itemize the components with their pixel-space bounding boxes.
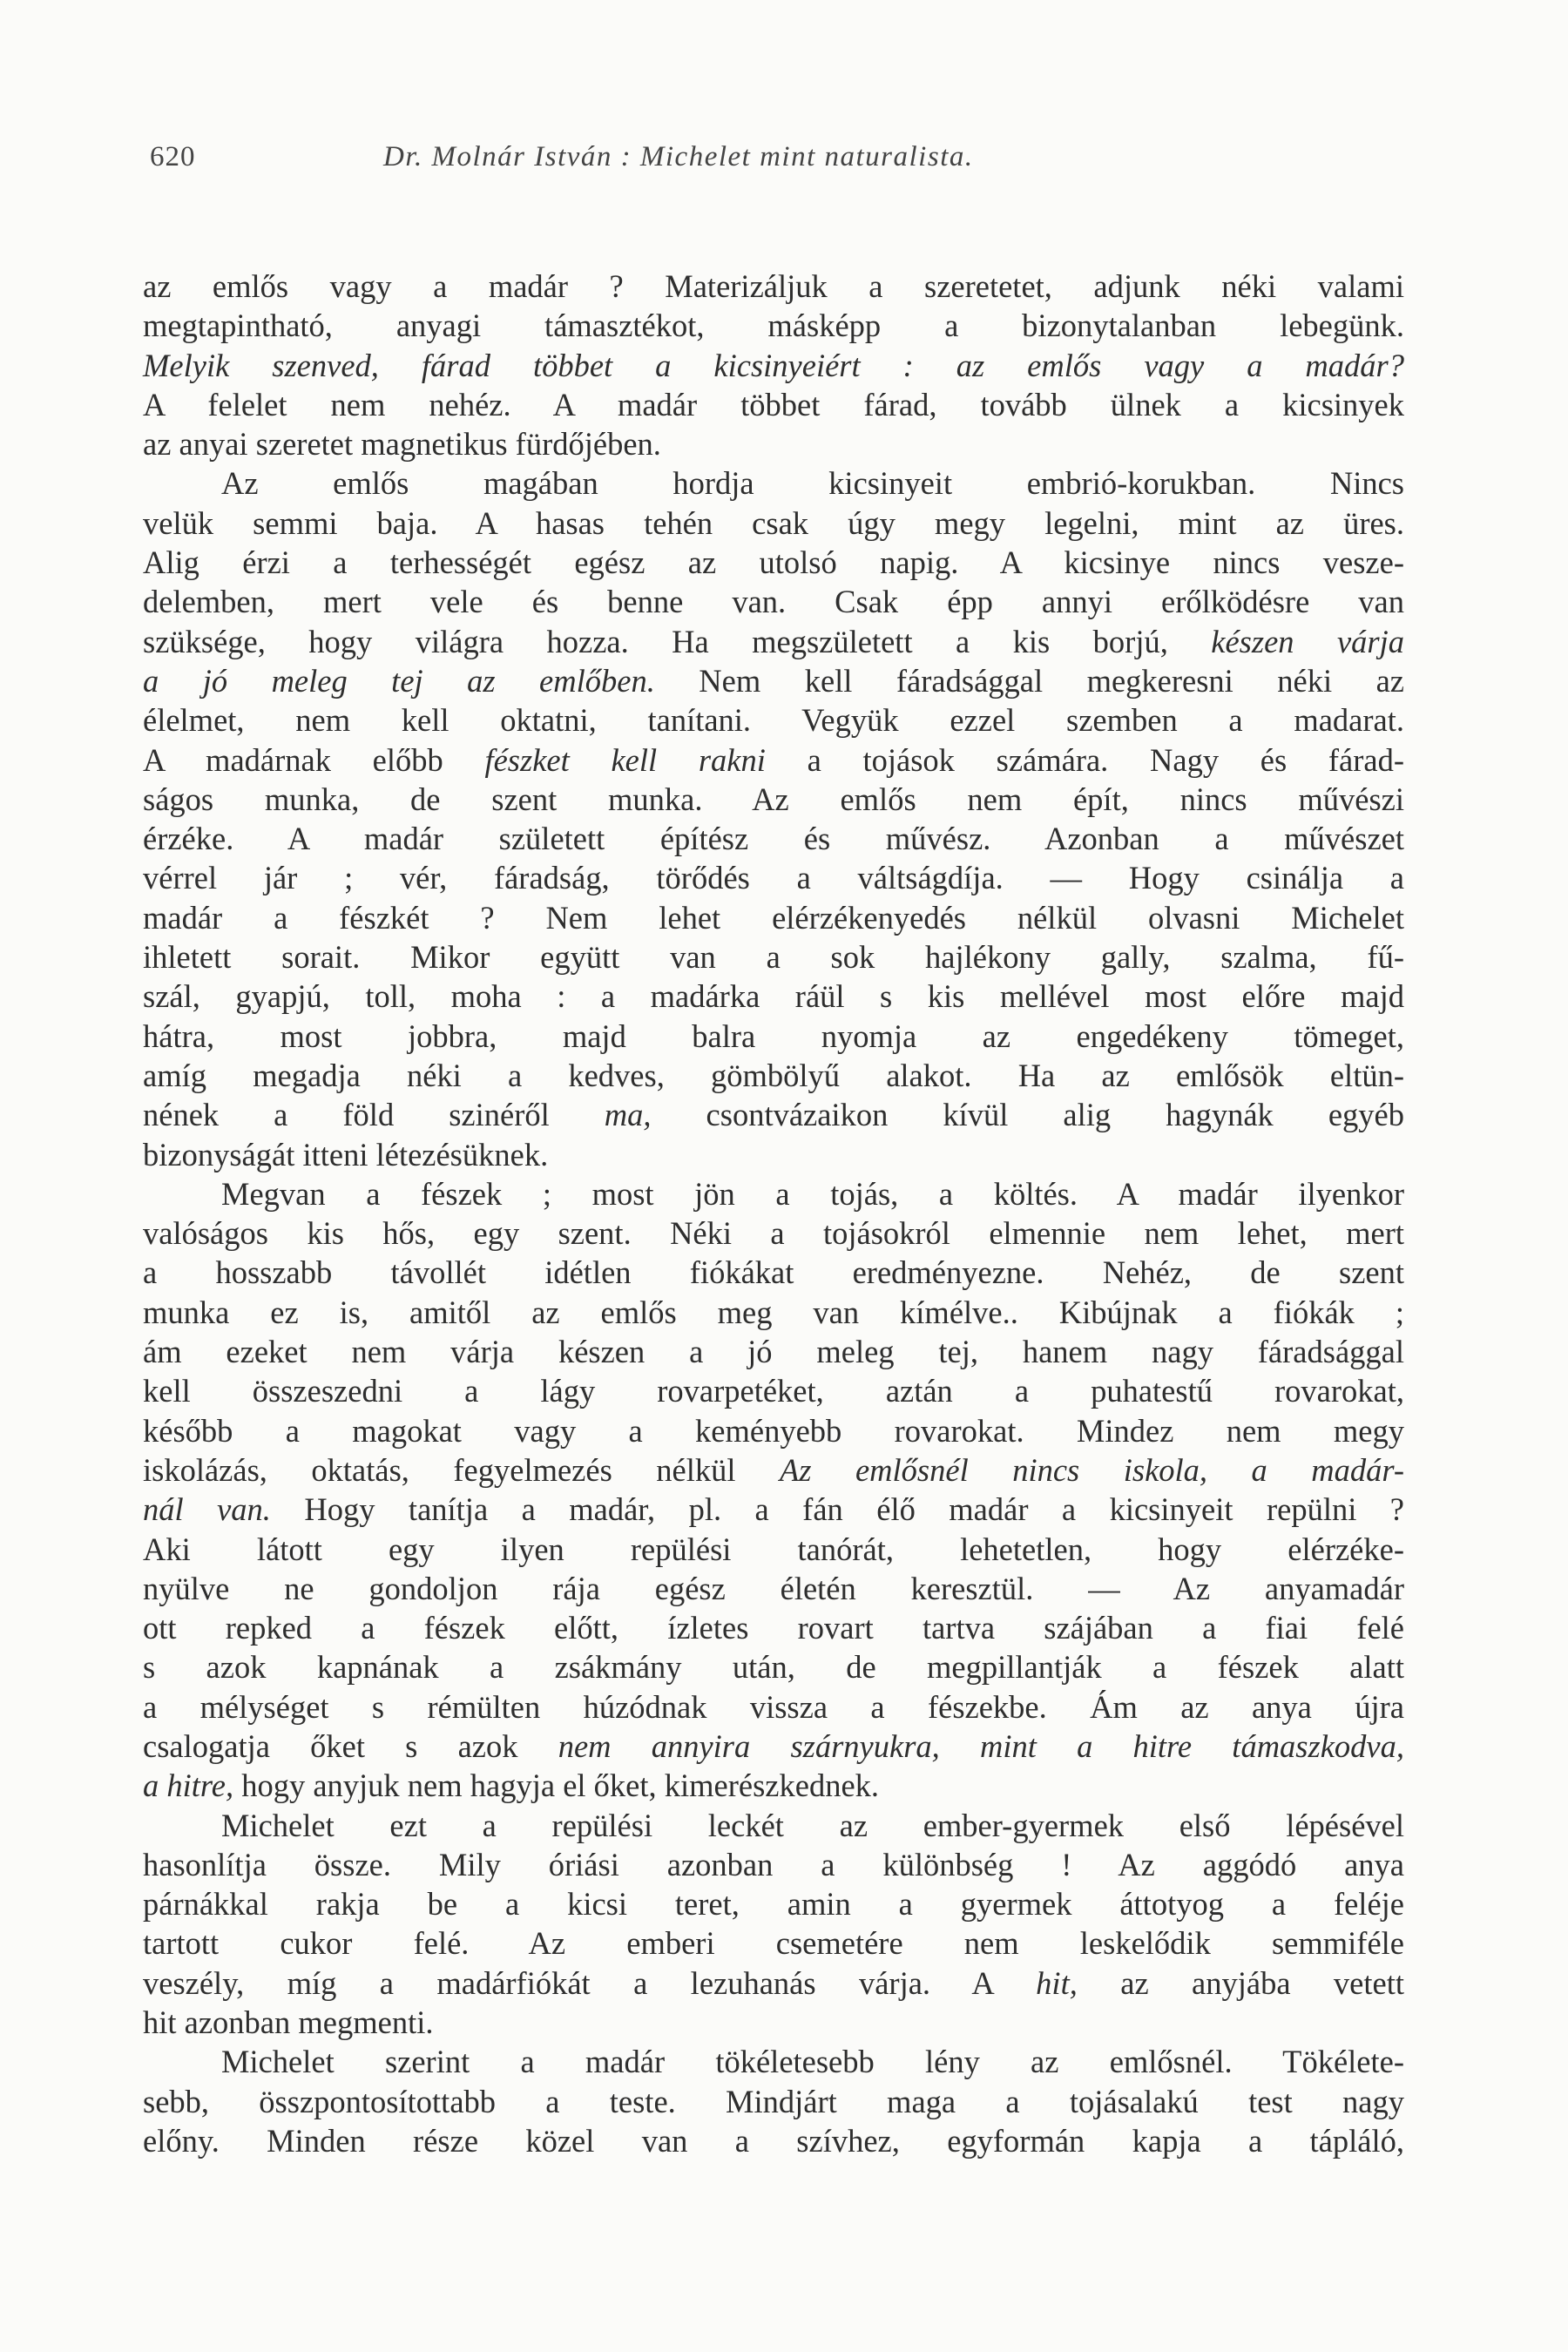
italic-text-run: a hitre, bbox=[143, 1767, 234, 1804]
text-line bbox=[143, 740, 1404, 780]
text-line bbox=[143, 1253, 1404, 1292]
text-run: megtapintható, anyagi támasztékot, másképp a bizonytalanban lebegünk. bbox=[143, 308, 1404, 344]
text-line bbox=[143, 1845, 1404, 1884]
text-run: ám ezeket nem várja készen a jó meleg tej, hanem nagy fáradsággal bbox=[143, 1334, 1404, 1370]
text-run: bizonyságát itteni létezésüknek. bbox=[143, 1136, 549, 1173]
italic-text-run: ma, bbox=[604, 1097, 652, 1133]
text-run: hogy anyjuk nem hagyja el őket, kimerészkednek. bbox=[233, 1767, 880, 1804]
text-run: Hogy tanítja a madár, pl. a fán élő madár a kicsinyeit repülni ? bbox=[270, 1491, 1404, 1528]
text-line bbox=[143, 1174, 1404, 1213]
text-line bbox=[143, 1490, 1404, 1529]
text-line bbox=[143, 1095, 1404, 1134]
text-run: élelmet, nem kell oktatni, tanítani. Vegyük ezzel szemben a madarat. bbox=[143, 702, 1404, 739]
text-run: ságos munka, de szent munka. Az emlős nem épít, nincs művészi bbox=[143, 781, 1404, 817]
text-line bbox=[143, 1963, 1404, 2003]
text-run: madár a fészkét ? Nem lehet elérzékenyedés nélkül olvasni Michelet bbox=[143, 899, 1404, 936]
text-line bbox=[143, 2003, 1404, 2042]
text-line bbox=[143, 1727, 1404, 1766]
text-line bbox=[143, 1569, 1404, 1608]
text-run: a hosszabb távollét idétlen fiókákat eredményezne. Nehéz, de szent bbox=[143, 1254, 1404, 1291]
text-run: csontvázaikon kívül alig hagynák egyéb bbox=[651, 1097, 1404, 1133]
text-line bbox=[143, 1450, 1404, 1490]
running-title: Dr. Molnár István : Michelet mint naturalista. bbox=[383, 141, 974, 172]
text-line bbox=[143, 1647, 1404, 1686]
text-run: s azok kapnának a zsákmány után, de megpillantják a fészek alatt bbox=[143, 1649, 1404, 1686]
italic-text-run: Az emlősnél nincs iskola, a madár- bbox=[780, 1451, 1405, 1488]
text-run: a tojások számára. Nagy és fárad- bbox=[765, 741, 1404, 778]
text-line bbox=[143, 661, 1404, 700]
text-run: az emlős vagy a madár ? Materizáljuk a szeretetet, adjunk néki valami bbox=[143, 268, 1404, 304]
text-line bbox=[143, 1056, 1404, 1095]
text-run: amíg megadja néki a kedves, gömbölyű alakot. Ha az emlősök eltün- bbox=[143, 1057, 1404, 1093]
text-run: az anyai szeretet magnetikus fürdőjében. bbox=[143, 426, 661, 463]
text-run: veszély, míg a madárfiókát a lezuhanás várja. A bbox=[143, 1964, 1037, 2001]
text-line bbox=[143, 622, 1404, 661]
italic-text-run: Melyik szenved, fárad többet a kicsinyeiért : az emlős vagy a madár? bbox=[143, 347, 1404, 383]
text-line bbox=[143, 1806, 1404, 1845]
text-run: párnákkal rakja be a kicsi teret, amin a gyermek áttotyog a feléje bbox=[143, 1886, 1404, 1923]
running-header bbox=[150, 135, 1404, 179]
italic-text-run: a jó meleg tej az emlőben. bbox=[143, 662, 655, 699]
text-line bbox=[143, 306, 1404, 345]
text-run: később a magokat vagy a keményebb rovarokat. Mindez nem megy bbox=[143, 1412, 1404, 1449]
text-line bbox=[143, 1371, 1404, 1410]
text-run: tartott cukor felé. Az emberi csemetére nem leskelődik semmiféle bbox=[143, 1925, 1404, 1962]
text-run: nének a föld szinéről bbox=[143, 1097, 605, 1133]
text-line bbox=[143, 504, 1404, 543]
italic-text-run: fészket kell rakni bbox=[484, 741, 766, 778]
text-line bbox=[143, 780, 1404, 819]
text-run: a mélységet s rémülten húzódnak vissza a fészekbe. Ám az anya újra bbox=[143, 1688, 1404, 1725]
text-run: A felelet nem nehéz. A madár többet fárad, tovább ülnek a kicsinyek bbox=[143, 386, 1404, 422]
italic-text-run: hit, bbox=[1036, 1964, 1078, 2001]
text-run: delemben, mert vele és benne van. Csak épp annyi erőlködésre van bbox=[143, 584, 1404, 620]
text-run: hasonlítja össze. Mily óriási azonban a különbség ! Az aggódó anya bbox=[143, 1846, 1404, 1882]
text-run: ihletett sorait. Mikor együtt van a sok hajlékony gally, szalma, fű- bbox=[143, 939, 1404, 976]
text-run: Alig érzi a terhességét egész az utolsó napig. A kicsinye nincs vesze- bbox=[143, 544, 1404, 581]
text-run: Aki látott egy ilyen repülési tanórát, lehetetlen, hogy elérzéke- bbox=[143, 1531, 1404, 1567]
text-run: ott repked a fészek előtt, ízletes rovart tartva szájában a fiai felé bbox=[143, 1610, 1404, 1646]
text-line bbox=[143, 1135, 1404, 1174]
text-run: nyülve ne gondoljon rája egész életén keresztül. — Az anyamadár bbox=[143, 1570, 1404, 1606]
text-run: velük semmi baja. A hasas tehén csak úgy megy legelni, mint az üres. bbox=[143, 504, 1404, 541]
text-run: vérrel jár ; vér, fáradság, törődés a váltságdíja. — Hogy csinálja a bbox=[143, 860, 1404, 896]
text-run: hátra, most jobbra, majd balra nyomja az engedékeny tömeget, bbox=[143, 1017, 1404, 1054]
text-line bbox=[143, 977, 1404, 1016]
text-line bbox=[143, 819, 1404, 858]
italic-text-run: nem annyira szárnyukra, mint a hitre támaszkodva, bbox=[558, 1727, 1404, 1764]
text-run: Nem kell fáradsággal megkeresni néki az bbox=[654, 662, 1404, 699]
text-line bbox=[143, 1293, 1404, 1332]
text-line bbox=[143, 1017, 1404, 1056]
text-line bbox=[143, 346, 1404, 385]
text-run: valóságos kis hős, egy szent. Néki a tojásokról elmennie nem lehet, mert bbox=[143, 1215, 1404, 1252]
text-line bbox=[143, 937, 1404, 977]
text-line bbox=[143, 2042, 1404, 2081]
text-line bbox=[143, 1923, 1404, 1963]
body-text bbox=[143, 267, 1404, 2160]
italic-text-run: készen várja bbox=[1211, 623, 1404, 659]
text-line bbox=[143, 1884, 1404, 1923]
text-run: hit azonban megmenti. bbox=[143, 2004, 434, 2041]
text-run: Michelet ezt a repülési leckét az ember-gyermek első lépésével bbox=[221, 1807, 1404, 1843]
text-run: kell összeszedni a lágy rovarpetéket, aztán a puhatestű rovarokat, bbox=[143, 1373, 1404, 1409]
text-run: előny. Minden része közel van a szívhez, egyformán kapja a tápláló, bbox=[143, 2122, 1404, 2159]
text-line bbox=[143, 543, 1404, 582]
text-line bbox=[143, 1608, 1404, 1647]
text-line bbox=[143, 2082, 1404, 2121]
text-line bbox=[143, 898, 1404, 937]
text-line bbox=[143, 700, 1404, 740]
text-line bbox=[143, 1332, 1404, 1371]
text-run: csalogatja őket s azok bbox=[143, 1727, 558, 1764]
text-line bbox=[143, 582, 1404, 621]
text-line bbox=[143, 385, 1404, 424]
text-line bbox=[143, 424, 1404, 463]
text-line bbox=[143, 1213, 1404, 1253]
text-line bbox=[143, 2121, 1404, 2160]
text-line bbox=[143, 858, 1404, 897]
text-run: szüksége, hogy világra hozza. Ha megszületett a kis borjú, bbox=[143, 623, 1212, 659]
text-line bbox=[143, 267, 1404, 306]
text-run: iskolázás, oktatás, fegyelmezés nélkül bbox=[143, 1451, 780, 1488]
text-run: munka ez is, amitől az emlős meg van kímélve.. Kibújnak a fiókák ; bbox=[143, 1294, 1404, 1330]
text-line bbox=[143, 1687, 1404, 1727]
text-run: szál, gyapjú, toll, moha : a madárka ráül s kis mellével most előre majd bbox=[143, 978, 1404, 1015]
italic-text-run: nál van. bbox=[143, 1491, 271, 1528]
text-line bbox=[143, 1411, 1404, 1450]
text-line bbox=[143, 463, 1404, 503]
text-run: érzéke. A madár született építész és művész. Azonban a művészet bbox=[143, 821, 1404, 857]
text-run: A madárnak előbb bbox=[143, 741, 485, 778]
text-run: az anyjába vetett bbox=[1077, 1964, 1404, 2001]
text-run: Megvan a fészek ; most jön a tojás, a költés. A madár ilyenkor bbox=[221, 1175, 1404, 1212]
text-run: sebb, összpontosítottabb a teste. Mindjárt maga a tojásalakú test nagy bbox=[143, 2083, 1404, 2119]
text-run: Az emlős magában hordja kicsinyeit embrió-korukban. Nincs bbox=[221, 465, 1404, 502]
text-line bbox=[143, 1766, 1404, 1805]
page-number: 620 bbox=[150, 141, 196, 172]
text-line bbox=[143, 1530, 1404, 1569]
text-run: Michelet szerint a madár tökéletesebb lény az emlősnél. Tökélete- bbox=[221, 2044, 1404, 2080]
